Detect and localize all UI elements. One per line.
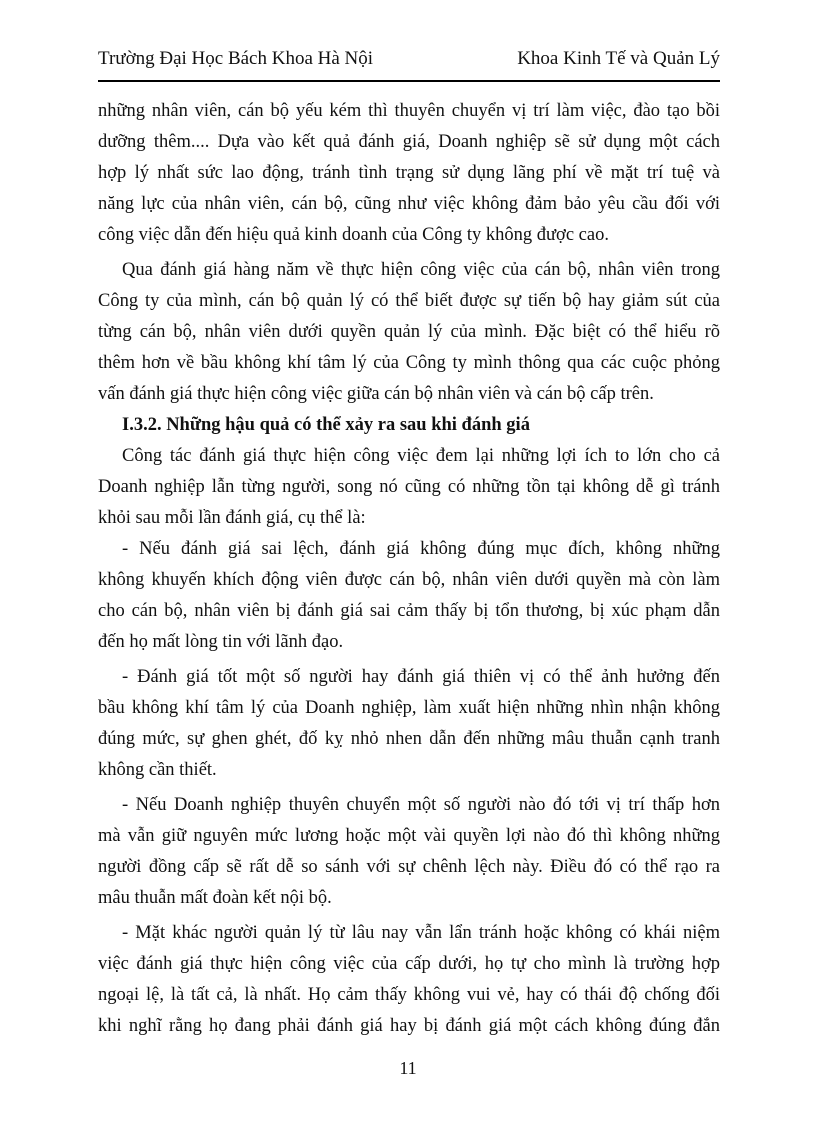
text-line: bầu không khí tâm lý của Doanh nghiệp, làm xuất hiện những nhìn nhận không: [98, 698, 720, 718]
page-header: [98, 42, 720, 72]
text-line: Công tác đánh giá thực hiện công việc đem lại những lợi ích to lớn cho cả: [122, 446, 720, 466]
document-body: [98, 96, 720, 1042]
text-line: năng lực của nhân viên, cán bộ, cũng như việc không đảm bảo yêu cầu đối với: [98, 194, 720, 214]
text-line: mà vẫn giữ nguyên mức lương hoặc một vài quyền lợi nào đó thì không những: [98, 826, 720, 846]
header-school-name: Trường Đại Học Bách Khoa Hà Nội: [98, 48, 374, 69]
section-heading: I.3.2. Những hậu quả có thể xảy ra sau khi đánh giá: [122, 415, 530, 435]
text-line: không khuyến khích động viên được cán bộ, nhân viên dưới quyền mà còn làm: [98, 570, 720, 590]
page-number: 11: [399, 1058, 417, 1078]
header-faculty-name: Khoa Kinh Tế và Quản Lý: [517, 48, 720, 69]
text-line: - Mặt khác người quản lý từ lâu nay vẫn lẩn tránh hoặc không có khái niệm: [122, 923, 720, 943]
text-line: Qua đánh giá hàng năm về thực hiện công việc của cán bộ, nhân viên trong: [122, 260, 720, 280]
text-line: vấn đánh giá thực hiện công việc giữa cán bộ nhân viên và cán bộ cấp trên.: [98, 384, 654, 404]
text-line: khi nghĩ rằng họ đang phải đánh giá hay bị đánh giá một cách không đúng đắn: [98, 1016, 720, 1036]
text-line: việc đánh giá thực hiện công việc của cấp dưới, họ tự cho mình là trường hợp: [98, 954, 720, 974]
text-line: Doanh nghiệp lẫn từng người, song nó cũng có những tồn tại không dễ gì tránh: [98, 477, 720, 497]
text-line: khỏi sau mỗi lần đánh giá, cụ thể là:: [98, 508, 366, 528]
text-line: đến họ mất lòng tin với lãnh đạo.: [98, 632, 344, 652]
text-line: những nhân viên, cán bộ yếu kém thì thuyên chuyển vị trí làm việc, đào tạo bồi: [98, 101, 720, 121]
text-line: - Nếu đánh giá sai lệch, đánh giá không đúng mục đích, không những: [122, 539, 720, 559]
text-line: - Đánh giá tốt một số người hay đánh giá thiên vị có thể ảnh hưởng đến: [122, 667, 720, 687]
header-divider: [98, 80, 720, 82]
text-line: thêm hơn về bầu không khí tâm lý của Công ty mình thông qua các cuộc phỏng: [98, 353, 720, 373]
text-line: không cần thiết.: [98, 760, 217, 780]
text-line: hợp lý nhất sức lao động, tránh tình trạng sử dụng lãng phí về mặt trí tuệ và: [98, 163, 720, 183]
text-line: ngoại lệ, là tất cả, là nhất. Họ cảm thấy không vui vẻ, hay có thái độ chống đối: [98, 985, 720, 1005]
text-line: cho cán bộ, nhân viên bị đánh giá sai cảm thấy bị tổn thương, bị xúc phạm dẫn: [98, 601, 720, 621]
text-line: Công ty của mình, cán bộ quản lý có thể biết được sự tiến bộ hay giảm sút của: [98, 291, 720, 311]
text-line: công việc dẫn đến hiệu quả kinh doanh của Công ty không được cao.: [98, 225, 609, 245]
text-line: - Nếu Doanh nghiệp thuyên chuyển một số người nào đó tới vị trí thấp hơn: [122, 795, 720, 815]
text-line: người đồng cấp sẽ rất dễ so sánh với sự chênh lệch này. Điều đó có thể rạo ra: [98, 857, 720, 877]
text-line: dưỡng thêm.... Dựa vào kết quả đánh giá, Doanh nghiệp sẽ sử dụng một cách: [98, 132, 720, 152]
text-line: mâu thuẫn mất đoàn kết nội bộ.: [98, 888, 332, 908]
text-line: đúng mức, sự ghen ghét, đố kỵ nhỏ nhen dẫn đến những mâu thuẫn cạnh tranh: [98, 729, 720, 749]
text-line: từng cán bộ, nhân viên dưới quyền quản lý của mình. Đặc biệt có thể hiểu rõ: [98, 322, 720, 342]
